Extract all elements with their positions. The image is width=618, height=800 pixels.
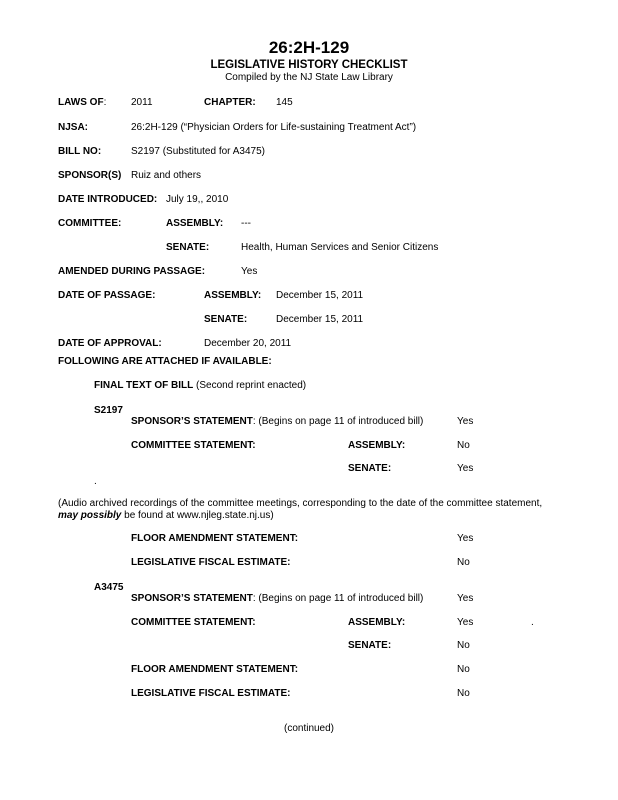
final-text-line [94,380,306,392]
audio-note-emphasis: may possibly [58,510,122,521]
date-approval-value: December 20, 2011 [204,338,292,349]
a3475-label: A3475 [94,582,124,593]
a3475-senate-value: No [457,640,470,651]
passage-assembly-value: December 15, 2011 [276,290,364,301]
date-introduced-value: July 19,, 2010 [166,194,229,205]
a3475-dot: . [531,617,534,628]
a3475-assembly-label: ASSEMBLY: [348,617,406,628]
s2197-senate-label: SENATE: [348,463,392,474]
s2197-fiscal-value: No [457,557,470,568]
s2197-dot: . [94,476,97,487]
sponsors-value: Ruiz and others [131,170,202,181]
bill-no-value: S2197 (Substituted for A3475) [131,146,265,157]
s2197-sponsor-note: : (Begins on page 11 of introduced bill) [252,416,424,427]
s2197-label: S2197 [94,405,123,416]
laws-of-value: 2011 [131,97,153,108]
passage-assembly-label: ASSEMBLY: [204,290,262,301]
s2197-floor-value: Yes [457,533,474,544]
committee-assembly-value: --- [241,218,251,229]
s2197-sponsor-value: Yes [457,416,474,427]
passage-senate-value: December 15, 2011 [276,314,364,325]
audio-note [58,498,558,522]
audio-note-before: (Audio archived recordings of the committee meetings, corresponding to the date of the committee statement, [58,498,543,509]
date-passage-label: DATE OF PASSAGE: [58,290,156,301]
s2197-sponsor-line [131,416,423,428]
laws-of-label-group [58,97,106,109]
a3475-committee-label: COMMITTEE STATEMENT: [131,617,256,628]
laws-of-colon: : [103,97,107,108]
final-text-note: (Second reprint enacted) [193,380,307,391]
committee-senate-value: Health, Human Services and Senior Citizens [241,242,439,253]
page-title: 26:2H-129 [268,38,350,57]
a3475-assembly-value: Yes [457,617,474,628]
page-subtitle: LEGISLATIVE HISTORY CHECKLIST [210,59,408,71]
compiled-by: Compiled by the NJ State Law Library [225,72,393,83]
a3475-senate-label: SENATE: [348,640,392,651]
committee-label: COMMITTEE: [58,218,122,229]
a3475-floor-label: FLOOR AMENDMENT STATEMENT: [131,664,299,675]
bill-no-label: BILL NO: [58,146,102,157]
a3475-floor-value: No [457,664,470,675]
a3475-sponsor-label: SPONSOR’S STATEMENT [131,593,253,604]
njsa-label: NJSA: [58,122,89,133]
committee-assembly-label: ASSEMBLY: [166,218,224,229]
a3475-sponsor-line [131,593,423,605]
s2197-assembly-label: ASSEMBLY: [348,440,406,451]
s2197-fiscal-label: LEGISLATIVE FISCAL ESTIMATE: [131,557,291,568]
chapter-label: CHAPTER: [204,97,256,108]
s2197-sponsor-label: SPONSOR’S STATEMENT [131,416,253,427]
s2197-senate-value: Yes [457,463,474,474]
sponsors-label: SPONSOR(S) [58,170,122,181]
chapter-value: 145 [276,97,293,108]
date-introduced-label: DATE INTRODUCED: [58,194,158,205]
s2197-committee-label: COMMITTEE STATEMENT: [131,440,256,451]
audio-note-after: be found at www.njleg.state.nj.us) [121,510,274,521]
s2197-floor-label: FLOOR AMENDMENT STATEMENT: [131,533,299,544]
a3475-fiscal-value: No [457,688,470,699]
continued-note: (continued) [283,723,335,734]
njsa-value: 26:2H-129 (“Physician Orders for Life-sustaining Treatment Act”) [131,122,417,133]
attached-heading: FOLLOWING ARE ATTACHED IF AVAILABLE: [58,356,272,367]
a3475-fiscal-label: LEGISLATIVE FISCAL ESTIMATE: [131,688,291,699]
amended-value: Yes [241,266,258,277]
a3475-sponsor-value: Yes [457,593,474,604]
s2197-assembly-value: No [457,440,470,451]
final-text-label: FINAL TEXT OF BILL [94,380,194,391]
amended-label: AMENDED DURING PASSAGE: [58,266,206,277]
a3475-sponsor-note: : (Begins on page 11 of introduced bill) [252,593,424,604]
committee-senate-label: SENATE: [166,242,210,253]
laws-of-label: LAWS OF [58,97,104,108]
passage-senate-label: SENATE: [204,314,248,325]
date-approval-label: DATE OF APPROVAL: [58,338,162,349]
